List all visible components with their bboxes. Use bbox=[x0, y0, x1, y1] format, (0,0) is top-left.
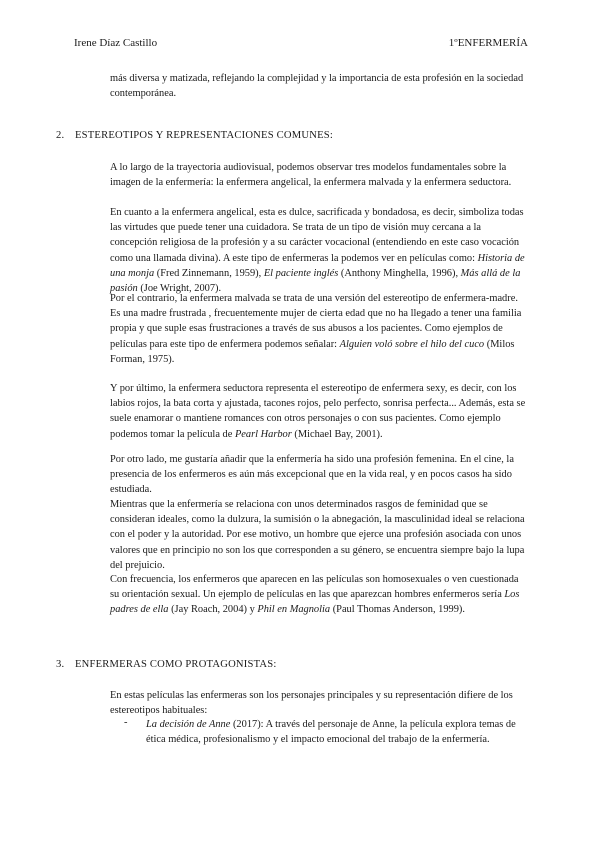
text-run: (2017): A través del personaje de Anne, la película explora temas de ética médica, profesionalismo y el impacto emocional del trabajo de la enfermería. bbox=[146, 719, 516, 746]
intro-continuation: más diversa y matizada, reflejando la complejidad y la importancia de esta profesión en la sociedad contemporánea. bbox=[110, 73, 524, 100]
text-run: (Milos Forman, 1975). bbox=[110, 338, 515, 365]
text-run: (Joe Wright, 2007). bbox=[137, 283, 222, 295]
section-3-title: ENFERMERAS COMO PROTAGONISTAS: bbox=[75, 659, 277, 670]
film-title: Historia de una monja bbox=[110, 252, 525, 279]
text-run: (Jay Roach, 2004) y bbox=[168, 604, 258, 616]
film-title: Phil en Magnolia bbox=[257, 604, 331, 616]
text-run: Por el contrario, la enfermera malvada se trata de una versión del estereotipo de enfermera-madre. Es una madre frustrada , frecuentemente mujer de cierta edad que no ha llegado a tener una familia propia y que suple esas frustraciones a través de sus abusos a los pacientes. Como ejemplos de películas para este tipo de enfermera podemos señalar: bbox=[110, 293, 522, 350]
text-run: Y por último, la enfermera seductora representa el estereotipo de enfermera sexy, es decir, con los labios rojos, la bata corta y ajustada, tacones rojos, pelo perfecto, sonrisa perfecta... Además, esta se suele enamorar o mantiene romances con otros personajes o con sus pacientes. Como ejemplo podemos tomar la película de bbox=[110, 383, 526, 440]
section-2-paragraph-7 bbox=[110, 572, 530, 618]
header-course: 1ºENFERMERÍA bbox=[448, 37, 528, 49]
film-title: Alguien voló sobre el hilo del cuco bbox=[339, 338, 485, 350]
text-run: En cuanto a la enfermera angelical, esta es dulce, sacrificada y bondadosa, es decir, simboliza todas las virtudes que puede tener una cuidadora. Se trata de un tipo de visión muy cercana a la concepción religiosa de la profesión y a su carácter vocacional (entendiendo en este caso vocación como una llamada divina). A este tipo de enfermeras la podemos ver en películas como: bbox=[110, 207, 524, 264]
film-title: Pearl Harbor bbox=[234, 428, 292, 440]
text-run: (Anthony Minghella, 1996), bbox=[338, 267, 461, 279]
film-title: La decisión de Anne bbox=[146, 719, 231, 730]
section-2-paragraph-3 bbox=[110, 291, 530, 367]
text-run: (Fred Zinnemann, 1959), bbox=[154, 267, 264, 279]
film-title: Más allá de la pasión bbox=[110, 267, 521, 295]
film-title: Los padres de ella bbox=[110, 589, 520, 616]
text-run: (Paul Thomas Anderson, 1999). bbox=[330, 604, 465, 616]
section-3-number: 3. bbox=[56, 659, 65, 670]
section-2-paragraph-5: Por otro lado, me gustaría añadir que la enfermería ha sido una profesión femenina. En el cine, la presencia de los enfermeros es aún más excepcional que en la vida real, y en pocos casos ha sido estudiada. bbox=[110, 454, 514, 496]
list-bullet: - bbox=[124, 717, 128, 728]
section-2-number: 2. bbox=[56, 130, 65, 141]
header-author: Irene Díaz Castillo bbox=[74, 37, 158, 49]
film-title: El paciente inglés bbox=[263, 267, 339, 279]
section-2-title: ESTEREOTIPOS Y REPRESENTACIONES COMUNES: bbox=[75, 130, 333, 141]
text-run: (Michael Bay, 2001). bbox=[291, 428, 383, 440]
section-3-paragraph-1: En estas películas las enfermeras son los personajes principales y su representación difiere de los estereotipos habituales: bbox=[110, 690, 513, 717]
section-2-paragraph-1: A lo largo de la trayectoria audiovisual, podemos observar tres modelos fundamentales sobre la imagen de la enfermería: la enfermera angelical, la enfermera malvada y la enfermera seductora. bbox=[110, 162, 512, 189]
text-run: Con frecuencia, los enfermeros que aparecen en las películas son homosexuales o ven cuestionada su orientación sexual. Un ejemplo de películas en las que aparezcan hombres enfermeros sería bbox=[110, 574, 519, 601]
list-item bbox=[146, 717, 530, 747]
section-2-paragraph-4 bbox=[110, 381, 530, 442]
section-2-paragraph-2 bbox=[110, 205, 530, 296]
section-2-paragraph-6: Mientras que la enfermería se relaciona con unos determinados rasgos de feminidad que se consideran ideales, como la dulzura, la sumisión o la abnegación, la masculinidad ideal se relaciona con el poder y la autoridad. Por ese motivo, un hombre que ejerce una profesión asociada con unos valores que en principio no son los que corresponden a su género, se encuentra siempre bajo la lupa del prejuicio. bbox=[110, 499, 525, 571]
